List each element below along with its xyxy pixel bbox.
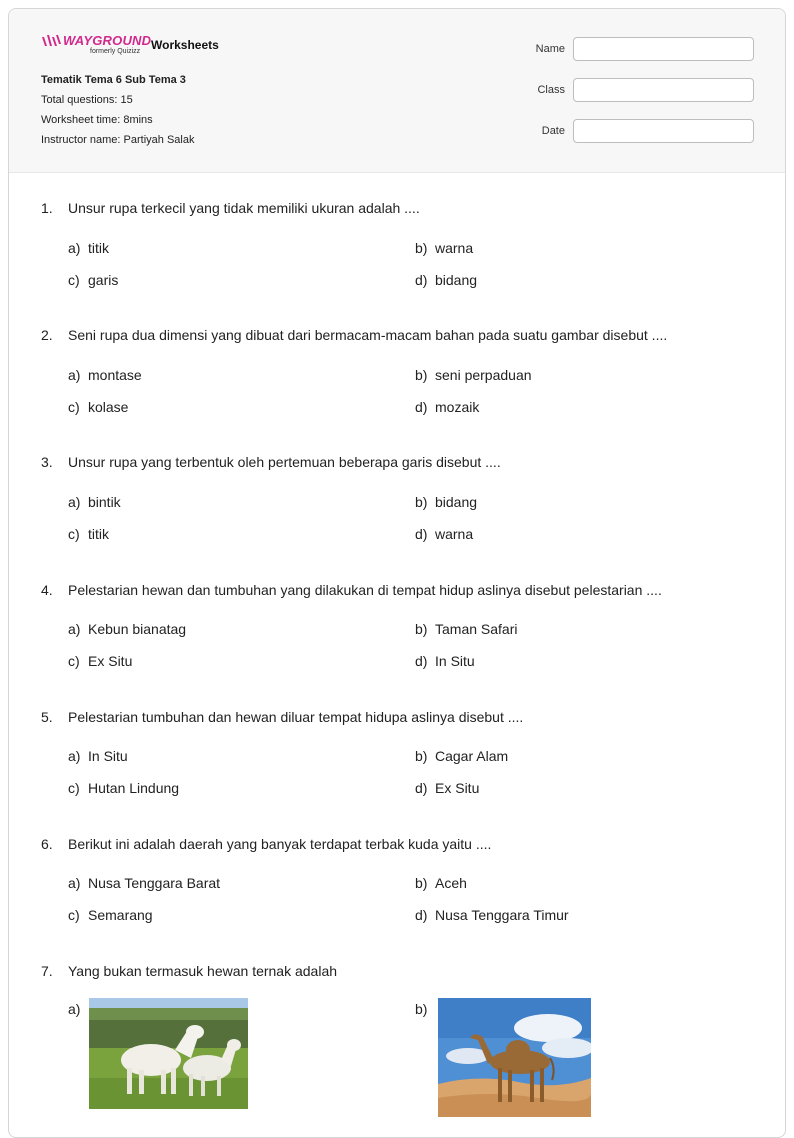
option-text: Hutan Lindung (88, 780, 180, 796)
option-c[interactable] (68, 272, 118, 288)
wayground-logo-icon (41, 34, 61, 48)
question-text: Unsur rupa yang terbentuk oleh pertemuan beberapa garis disebut .... (68, 454, 501, 470)
option-text: Taman Safari (435, 621, 518, 637)
class-field-row (509, 78, 755, 104)
option-text: bidang (435, 494, 478, 510)
question-number: 4. (41, 582, 53, 598)
option-d[interactable] (415, 780, 479, 796)
name-field-row (509, 37, 755, 63)
option-letter: a) (68, 367, 81, 383)
worksheet-header (9, 9, 785, 173)
question-text: Pelestarian tumbuhan dan hewan diluar tempat hidupa aslinya disebut .... (68, 709, 524, 725)
option-b[interactable] (415, 621, 517, 637)
worksheet-title: Tematik Tema 6 Sub Tema 3 (41, 74, 186, 86)
option-a[interactable] (68, 494, 121, 510)
question-text: Seni rupa dua dimensi yang dibuat dari bermacam-macam bahan pada suatu gambar disebut .... (68, 327, 668, 343)
option-text: Kebun bianatag (88, 621, 187, 637)
option-text: titik (88, 526, 109, 542)
question-number: 1. (41, 200, 53, 216)
option-text: bidang (435, 272, 478, 288)
wayground-logo (41, 33, 152, 59)
option-text: kolase (88, 399, 129, 415)
option-b[interactable] (415, 367, 532, 383)
option-b[interactable] (415, 875, 467, 891)
worksheet-meta (41, 73, 194, 153)
option-b[interactable] (415, 748, 508, 764)
option-b[interactable] (415, 240, 473, 256)
option-text: In Situ (435, 653, 475, 669)
option-text: Aceh (435, 875, 467, 891)
option-letter: d) (415, 272, 428, 288)
option-letter: a) (68, 494, 81, 510)
option-letter: a) (68, 1001, 81, 1017)
option-text: Nusa Tenggara Timur (435, 907, 569, 923)
option-letter: b) (415, 240, 428, 256)
option-text: warna (435, 240, 474, 256)
option-c[interactable] (68, 399, 128, 415)
worksheet-time: Worksheet time: 8mins (41, 114, 153, 126)
option-text: Cagar Alam (435, 748, 509, 764)
goats-image (89, 998, 248, 1109)
option-a[interactable] (68, 367, 142, 383)
option-text: montase (88, 367, 142, 383)
option-letter: d) (415, 653, 428, 669)
question-number: 3. (41, 454, 53, 470)
name-label: Name (535, 43, 565, 55)
option-letter: c) (68, 653, 80, 669)
worksheets-label: Worksheets (151, 38, 219, 52)
instructor-name: Instructor name: Partiyah Salak (41, 134, 195, 146)
question-text: Unsur rupa terkecil yang tidak memiliki ukuran adalah .... (68, 200, 420, 216)
option-letter: c) (68, 272, 80, 288)
camel-image (438, 998, 591, 1117)
option-letter: c) (68, 907, 80, 923)
question-number: 5. (41, 709, 53, 725)
option-c[interactable] (68, 526, 109, 542)
option-letter: d) (415, 780, 428, 796)
option-text: In Situ (88, 748, 128, 764)
option-text: Nusa Tenggara Barat (88, 875, 221, 891)
option-b[interactable] (415, 1001, 435, 1017)
option-d[interactable] (415, 653, 475, 669)
option-c[interactable] (68, 653, 132, 669)
option-letter: b) (415, 621, 428, 637)
option-d[interactable] (415, 399, 479, 415)
date-field-row (509, 119, 755, 145)
option-c[interactable] (68, 907, 153, 923)
option-text: bintik (88, 494, 121, 510)
option-c[interactable] (68, 780, 179, 796)
option-letter: d) (415, 399, 428, 415)
question-number: 2. (41, 327, 53, 343)
class-field[interactable] (573, 78, 754, 102)
option-text: Ex Situ (88, 653, 133, 669)
goats-photo[interactable] (89, 998, 248, 1109)
option-a[interactable] (68, 621, 186, 637)
date-label: Date (541, 125, 565, 137)
option-text: garis (88, 272, 119, 288)
option-letter: c) (68, 780, 80, 796)
option-letter: b) (415, 1001, 428, 1017)
option-a[interactable] (68, 240, 109, 256)
option-a[interactable] (68, 875, 220, 891)
option-text: warna (435, 526, 474, 542)
logo-wordmark: WAYGROUND (63, 33, 152, 48)
option-letter: d) (415, 526, 428, 542)
option-d[interactable] (415, 526, 473, 542)
camel-photo[interactable] (438, 998, 591, 1117)
date-field[interactable] (573, 119, 754, 143)
option-text: Semarang (88, 907, 153, 923)
name-field[interactable] (573, 37, 754, 61)
option-letter: a) (68, 240, 81, 256)
worksheet (8, 8, 786, 1138)
option-letter: d) (415, 907, 428, 923)
option-text: seni perpaduan (435, 367, 532, 383)
option-text: Ex Situ (435, 780, 480, 796)
question-number: 7. (41, 963, 53, 979)
question-text: Berikut ini adalah daerah yang banyak terdapat terbak kuda yaitu .... (68, 836, 492, 852)
option-letter: b) (415, 494, 428, 510)
option-letter: a) (68, 875, 81, 891)
option-letter: c) (68, 399, 80, 415)
option-letter: a) (68, 748, 81, 764)
option-text: titik (88, 240, 109, 256)
logo-subtitle: formerly Quizizz (90, 48, 141, 55)
option-letter: c) (68, 526, 80, 542)
option-letter: b) (415, 748, 428, 764)
question-text: Yang bukan termasuk hewan ternak adalah (68, 963, 338, 979)
option-letter: b) (415, 875, 428, 891)
total-questions: Total questions: 15 (41, 94, 133, 106)
option-d[interactable] (415, 272, 477, 288)
question-number: 6. (41, 836, 53, 852)
question-text: Pelestarian hewan dan tumbuhan yang dilakukan di tempat hidup aslinya disebut pelestarian .... (68, 582, 662, 598)
option-a[interactable] (68, 748, 128, 764)
option-letter: b) (415, 367, 428, 383)
option-b[interactable] (415, 494, 477, 510)
option-text: mozaik (435, 399, 480, 415)
option-letter: a) (68, 621, 81, 637)
class-label: Class (537, 84, 565, 96)
option-d[interactable] (415, 907, 569, 923)
option-a[interactable] (68, 1001, 88, 1017)
